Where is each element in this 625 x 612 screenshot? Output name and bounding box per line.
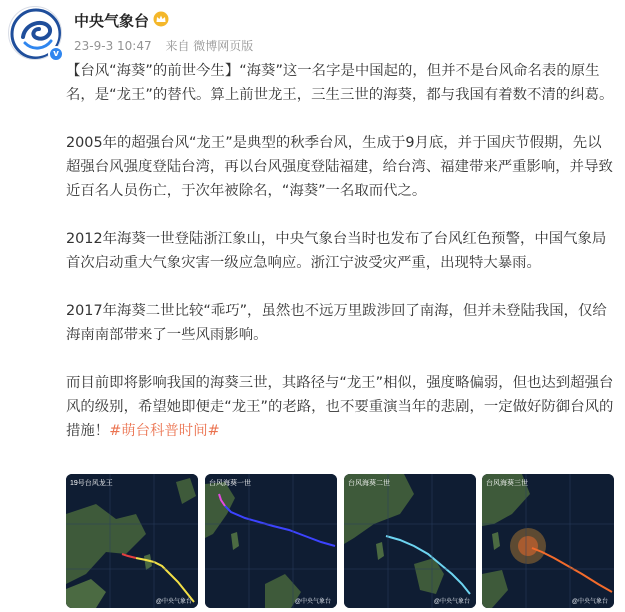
thumbnail-title: 19号台风龙王 <box>70 480 113 487</box>
post-source: 来自 微博网页版 <box>165 39 254 53</box>
thumbnail-watermark: @中央气象台 <box>155 599 192 605</box>
post-paragraph: 2012年海葵一世登陆浙江象山，中央气象台当时也发布了台风红色预警，中国气象局首次启动重大气象灾害一级应急响应。浙江宁波受灾严重，出现特大暴雨。 <box>66 231 607 271</box>
hashtag-link[interactable]: #萌台科普时间# <box>109 423 220 439</box>
thumbnail-watermark: @中央气象台 <box>571 599 608 605</box>
crown-icon <box>152 11 170 27</box>
post-header <box>8 6 617 62</box>
post-meta <box>74 37 263 54</box>
post-paragraph: 2017年海葵二世比较“乖巧”，虽然也不远万里跋涉回了南海，但并未登陆我国，仅给海南南部带来了一些风雨影响。 <box>66 303 607 343</box>
thumbnail-haikui-2[interactable] <box>344 474 476 608</box>
author-name[interactable]: 中央气象台 <box>74 12 150 30</box>
post-paragraph-text: 而目前即将影响我国的海葵三世，其路径与“龙王”相似，强度略偏弱，但也达到超强台风的级别，希望她即便走“龙王”的老路，也不要重演当年的悲剧，一定做好防御台风的措施！ <box>66 375 614 439</box>
track-map-image <box>482 474 614 608</box>
thumbnail-haikui-3[interactable] <box>482 474 614 608</box>
image-gallery <box>66 474 614 608</box>
track-map-image <box>205 474 337 608</box>
verified-badge-icon: v <box>48 46 64 62</box>
thumbnail-watermark: @中央气象台 <box>294 599 331 605</box>
post-date[interactable]: 23-9-3 10:47 <box>74 39 152 53</box>
track-map-image <box>344 474 476 608</box>
thumbnail-longwang[interactable] <box>66 474 198 608</box>
thumbnail-haikui-1[interactable] <box>205 474 337 608</box>
post-paragraph: 2005年的超强台风“龙王”是典型的秋季台风，生成于9月底，并于国庆节假期，先以超强台风强度登陆台湾，再以台风强度登陆福建，给台湾、福建带来严重影响，并导致近百名人员伤亡，于次年被除名，“海葵”一名取而代之。 <box>66 135 613 199</box>
post-paragraph: 【台风“海葵”的前世今生】“海葵”这一名字是中国起的，但并不是台风命名表的原生名，是“龙王”的替代。算上前世龙王，三生三世的海葵，都与我国有着数不清的纠葛。 <box>66 63 614 103</box>
thumbnail-watermark: @中央气象台 <box>433 599 470 605</box>
track-map-image <box>66 474 198 608</box>
thumbnail-title: 台风海葵二世 <box>348 480 390 487</box>
post-body <box>66 59 614 443</box>
post-paragraph <box>66 371 614 443</box>
thumbnail-title: 台风海葵一世 <box>209 480 251 487</box>
thumbnail-title: 台风海葵三世 <box>486 480 528 487</box>
